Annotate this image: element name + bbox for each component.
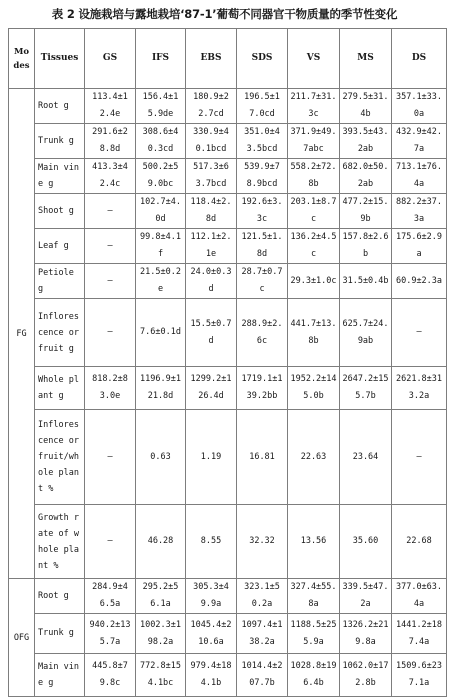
value-cell: 713.1±76.4a [392, 159, 447, 194]
value-cell: 196.5±17.0cd [237, 89, 288, 124]
tissue-cell: Growth rate of whole plant % [35, 505, 85, 579]
value-cell: – [392, 299, 447, 367]
value-cell: 279.5±31.4b [340, 89, 392, 124]
value-cell: 295.2±56.1a [136, 579, 186, 614]
table-row [9, 159, 447, 194]
value-cell: 22.63 [288, 410, 340, 505]
value-cell: – [85, 194, 136, 229]
header-ms: MS [340, 29, 392, 89]
value-cell: 818.2±83.0e [85, 367, 136, 410]
value-cell: 432.9±42.7a [392, 124, 447, 159]
tissue-cell: Whole plant g [35, 367, 85, 410]
value-cell: 940.2±135.7a [85, 614, 136, 654]
value-cell: 1509.6±237.1a [392, 654, 447, 697]
value-cell: 32.32 [237, 505, 288, 579]
value-cell: 211.7±31.3c [288, 89, 340, 124]
value-cell: 284.9±46.5a [85, 579, 136, 614]
header-ebs: EBS [186, 29, 237, 89]
table-row [9, 299, 447, 367]
value-cell: 393.5±43.2ab [340, 124, 392, 159]
header-sds: SDS [237, 29, 288, 89]
value-cell: 13.56 [288, 505, 340, 579]
value-cell: 288.9±2.6c [237, 299, 288, 367]
value-cell: 24.0±0.3d [186, 264, 237, 299]
value-cell: 882.2±37.3a [392, 194, 447, 229]
value-cell: 15.5±0.7d [186, 299, 237, 367]
value-cell: 558.2±72.8b [288, 159, 340, 194]
value-cell: 357.1±33.0a [392, 89, 447, 124]
value-cell: 1299.2±126.4d [186, 367, 237, 410]
value-cell: – [85, 410, 136, 505]
value-cell: 29.3±1.0c [288, 264, 340, 299]
value-cell: – [85, 229, 136, 264]
value-cell: 351.0±43.5bcd [237, 124, 288, 159]
value-cell: – [85, 264, 136, 299]
table-body [9, 89, 447, 697]
value-cell: 500.2±59.0bc [136, 159, 186, 194]
value-cell: – [85, 299, 136, 367]
value-cell: 8.55 [186, 505, 237, 579]
value-cell: 1188.5±255.9a [288, 614, 340, 654]
table-row [9, 89, 447, 124]
header-gs: GS [85, 29, 136, 89]
value-cell: 192.6±3.3c [237, 194, 288, 229]
tissue-cell: Root g [35, 89, 85, 124]
value-cell: – [392, 410, 447, 505]
value-cell: 0.63 [136, 410, 186, 505]
table-row [9, 505, 447, 579]
header-row [9, 29, 447, 89]
value-cell: 31.5±0.4b [340, 264, 392, 299]
tissue-cell: Inflorescence or fruit g [35, 299, 85, 367]
header-modes: Modes [9, 29, 35, 89]
value-cell: 339.5±47.2a [340, 579, 392, 614]
value-cell: 99.8±4.1f [136, 229, 186, 264]
value-cell: 327.4±55.8a [288, 579, 340, 614]
value-cell: 16.81 [237, 410, 288, 505]
mode-cell: FG [9, 89, 35, 579]
value-cell: 377.0±63.4a [392, 579, 447, 614]
value-cell: 772.8±154.1bc [136, 654, 186, 697]
value-cell: 35.60 [340, 505, 392, 579]
table-row [9, 410, 447, 505]
value-cell: 979.4±184.1b [186, 654, 237, 697]
tissue-cell: Main vine g [35, 159, 85, 194]
value-cell: 22.68 [392, 505, 447, 579]
value-cell: 1196.9±121.8d [136, 367, 186, 410]
value-cell: 413.3±42.4c [85, 159, 136, 194]
value-cell: 291.6±28.8d [85, 124, 136, 159]
value-cell: 23.64 [340, 410, 392, 505]
value-cell: 1441.2±187.4a [392, 614, 447, 654]
table-row [9, 367, 447, 410]
value-cell: 112.1±2.1e [186, 229, 237, 264]
value-cell: 136.2±4.5c [288, 229, 340, 264]
value-cell: 2647.2±155.7b [340, 367, 392, 410]
tissue-cell: Petiole g [35, 264, 85, 299]
table-row [9, 229, 447, 264]
header-ifs: IFS [136, 29, 186, 89]
value-cell: 7.6±0.1d [136, 299, 186, 367]
value-cell: 682.0±50.2ab [340, 159, 392, 194]
value-cell: 121.5±1.8d [237, 229, 288, 264]
value-cell: 1326.2±219.8a [340, 614, 392, 654]
tissue-cell: Shoot g [35, 194, 85, 229]
value-cell: 477.2±15.9b [340, 194, 392, 229]
value-cell: 157.8±2.6b [340, 229, 392, 264]
value-cell: 323.1±50.2a [237, 579, 288, 614]
value-cell: 21.5±0.2e [136, 264, 186, 299]
tissue-cell: Inflorescence or fruit/whole plant % [35, 410, 85, 505]
value-cell: 539.9±78.9bcd [237, 159, 288, 194]
header-tissues: Tissues [35, 29, 85, 89]
table-row [9, 614, 447, 654]
value-cell: 308.6±40.3cd [136, 124, 186, 159]
value-cell: 102.7±4.0d [136, 194, 186, 229]
table-row [9, 579, 447, 614]
table-row [9, 124, 447, 159]
value-cell: 445.8±79.8c [85, 654, 136, 697]
value-cell: 1014.4±207.7b [237, 654, 288, 697]
value-cell: 46.28 [136, 505, 186, 579]
header-ds: DS [392, 29, 447, 89]
value-cell: 1002.3±198.2a [136, 614, 186, 654]
value-cell: 1952.2±145.0b [288, 367, 340, 410]
value-cell: 1097.4±138.2a [237, 614, 288, 654]
mode-cell: OFG [9, 579, 35, 697]
value-cell: 156.4±15.9de [136, 89, 186, 124]
tissue-cell: Main vine g [35, 654, 85, 697]
value-cell: 118.4±2.8d [186, 194, 237, 229]
value-cell: 441.7±13.8b [288, 299, 340, 367]
value-cell: 1.19 [186, 410, 237, 505]
table-row [9, 264, 447, 299]
tissue-cell: Leaf g [35, 229, 85, 264]
value-cell: 1045.4±210.6a [186, 614, 237, 654]
value-cell: 330.9±40.1bcd [186, 124, 237, 159]
header-vs: VS [288, 29, 340, 89]
tissue-cell: Trunk g [35, 124, 85, 159]
value-cell: 28.7±0.7c [237, 264, 288, 299]
tissue-cell: Trunk g [35, 614, 85, 654]
value-cell: 305.3±49.9a [186, 579, 237, 614]
value-cell: 625.7±24.9ab [340, 299, 392, 367]
value-cell: 371.9±49.7abc [288, 124, 340, 159]
table-row [9, 654, 447, 697]
value-cell: 203.1±8.7c [288, 194, 340, 229]
value-cell: 175.6±2.9a [392, 229, 447, 264]
value-cell: 1028.8±196.4b [288, 654, 340, 697]
value-cell: 180.9±22.7cd [186, 89, 237, 124]
value-cell: – [85, 505, 136, 579]
table-row [9, 194, 447, 229]
data-table [8, 28, 447, 697]
value-cell: 517.3±63.7bcd [186, 159, 237, 194]
value-cell: 113.4±12.4e [85, 89, 136, 124]
value-cell: 2621.8±313.2a [392, 367, 447, 410]
tissue-cell: Root g [35, 579, 85, 614]
value-cell: 1719.1±139.2bb [237, 367, 288, 410]
table-title: 表 2 设施栽培与露地栽培‘87-1’葡萄不同器官干物质量的季节性变化 [51, 7, 398, 21]
value-cell: 60.9±2.3a [392, 264, 447, 299]
value-cell: 1062.0±172.8b [340, 654, 392, 697]
